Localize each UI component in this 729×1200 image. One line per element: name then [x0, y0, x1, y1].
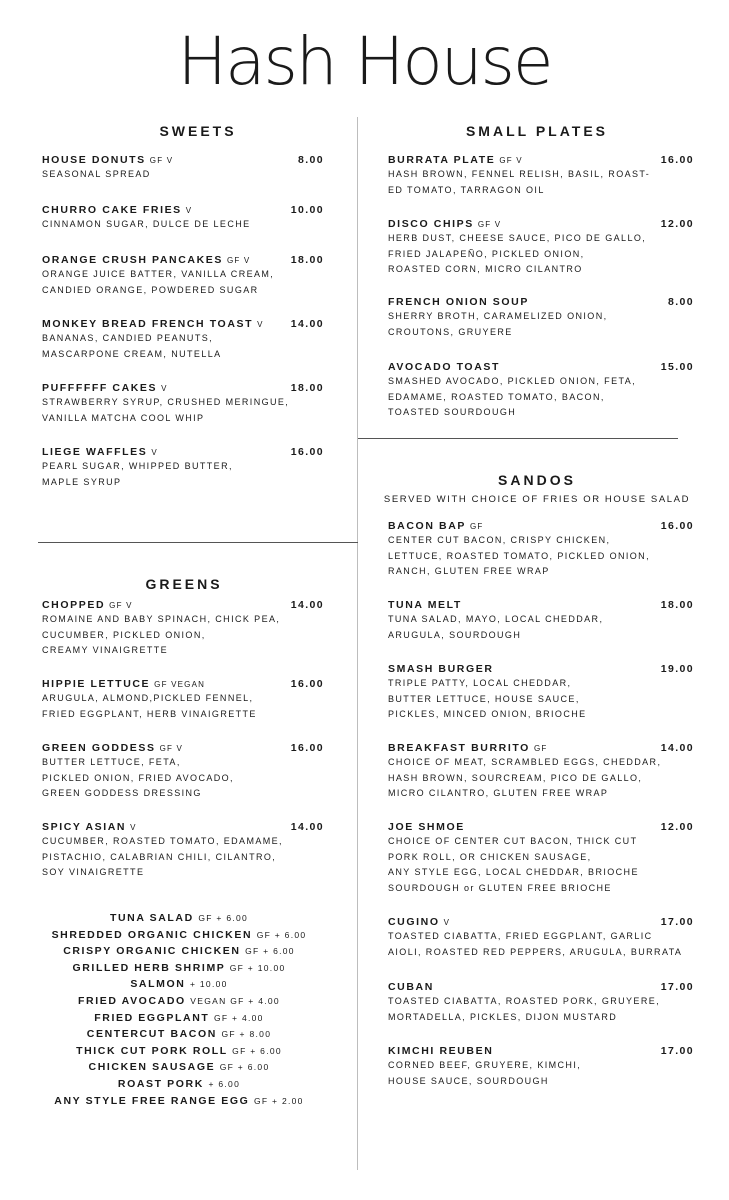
item-name [42, 382, 168, 394]
item-name [388, 520, 484, 532]
menu-item [42, 204, 324, 232]
item-price: 16.00 [660, 154, 694, 166]
addon-item [20, 1043, 338, 1060]
item-description: CINNAMON SUGAR, DULCE DE LECHE [42, 219, 251, 229]
menu-item [42, 821, 324, 880]
item-name-text: KIMCHI REUBEN [388, 1045, 494, 1057]
item-name [42, 254, 250, 266]
item-description: MORTADELLA, PICKLES, DIJON MUSTARD [388, 1011, 618, 1022]
item-name-text: BREAKFAST BURRITO [388, 742, 530, 754]
menu-item [42, 254, 324, 297]
item-name-text: SMASH BURGER [388, 663, 494, 675]
item-name [42, 678, 205, 690]
item-description: PICKLED ONION, FRIED AVOCADO, [42, 772, 234, 783]
item-tags: V [185, 206, 193, 215]
item-name [388, 218, 501, 230]
item-name-text: BURRATA PLATE [388, 154, 496, 166]
menu-item [388, 599, 694, 642]
item-description: GREEN GODDESS DRESSING [42, 788, 202, 798]
item-description: BANANAS, CANDIED PEANUTS, [42, 333, 214, 343]
section-title-small-plates: SMALL PLATES [465, 123, 609, 139]
item-tags: GF V [227, 256, 251, 265]
addon-item [20, 1076, 338, 1093]
item-name-text: GREEN GODDESS [42, 742, 156, 754]
menu-item [388, 154, 694, 197]
item-description: CREAMY VINAIGRETTE [42, 645, 169, 655]
item-name [42, 318, 264, 330]
greens-addons [20, 910, 338, 1109]
item-name [388, 599, 466, 611]
item-description: HASH BROWN, FENNEL RELISH, BASIL, ROAST- [388, 169, 651, 179]
menu-item [42, 382, 324, 425]
item-tags: GF VEGAN [154, 680, 206, 689]
item-description: ANY STYLE EGG, LOCAL CHEDDAR, BRIOCHE [388, 867, 639, 877]
menu-item [42, 742, 324, 801]
addon-item [20, 960, 338, 977]
item-description: ARUGULA, SOURDOUGH [388, 629, 522, 640]
item-price: 14.00 [290, 318, 324, 330]
addon-name: ANY STYLE FREE RANGE EGG [54, 1094, 250, 1107]
addon-price: GF + 4.00 [213, 1012, 264, 1023]
item-description: HOUSE SAUCE, SOURDOUGH [388, 1075, 549, 1086]
addon-name: CENTERCUT BACON [86, 1028, 217, 1041]
menu-item [388, 520, 694, 579]
menu-item [388, 663, 694, 722]
item-name-text: DISCO CHIPS [388, 218, 474, 230]
item-description: RANCH, GLUTEN FREE WRAP [388, 566, 550, 576]
addon-price: GF + 2.00 [253, 1095, 304, 1106]
addon-price: GF + 6.00 [245, 946, 295, 957]
item-tags: GF V [149, 156, 174, 165]
item-price: 18.00 [290, 254, 324, 266]
menu-item [388, 981, 694, 1024]
item-price: 14.00 [660, 742, 694, 754]
addon-name: SHREDDED ORGANIC CHICKEN [51, 928, 253, 941]
item-description: EDAMAME, ROASTED TOMATO, BACON, [388, 391, 605, 402]
menu-item [388, 1045, 694, 1088]
item-name-text: CUGINO [388, 916, 440, 928]
item-description: VANILLA MATCHA COOL WHIP [42, 412, 205, 423]
item-description: TRIPLE PATTY, LOCAL CHEDDAR, [388, 678, 572, 688]
addon-name: CRISPY ORGANIC CHICKEN [63, 945, 241, 958]
item-name [42, 599, 133, 611]
menu-item [388, 218, 694, 277]
addon-item [20, 1093, 338, 1110]
addon-item [20, 1026, 338, 1043]
item-price: 18.00 [290, 382, 324, 394]
item-name-text: FRENCH ONION SOUP [388, 296, 529, 308]
menu-item [42, 678, 324, 721]
item-tags: V [151, 448, 158, 457]
addon-item [20, 993, 338, 1010]
item-tags: V [130, 823, 137, 832]
item-tags: V [257, 320, 264, 329]
addon-name: SALMON [130, 978, 186, 991]
addon-price: GF + 6.00 [256, 929, 307, 940]
item-price: 19.00 [660, 663, 694, 675]
item-price: 10.00 [290, 204, 324, 216]
item-price: 16.00 [660, 520, 694, 532]
item-description: PEARL SUGAR, WHIPPED BUTTER, [42, 461, 233, 471]
item-description: SOURDOUGH or GLUTEN FREE BRIOCHE [388, 882, 612, 893]
item-description: HASH BROWN, SOURCREAM, PICO DE GALLO, [388, 772, 643, 783]
item-name-text: ORANGE CRUSH PANCAKES [42, 254, 223, 266]
item-description: CANDIED ORANGE, POWDERED SUGAR [42, 284, 259, 295]
addon-name: CHICKEN SAUSAGE [88, 1061, 216, 1074]
item-name-text: PUFFFFFF CAKES [42, 382, 158, 394]
item-tags: GF V [109, 601, 133, 610]
addon-item [20, 976, 338, 993]
item-description: TOASTED SOURDOUGH [388, 407, 517, 417]
item-description: SEASONAL SPREAD [42, 169, 151, 179]
item-description: ORANGE JUICE BATTER, VANILLA CREAM, [42, 269, 275, 279]
item-tags: GF V [477, 220, 502, 229]
item-description: MICRO CILANTRO, GLUTEN FREE WRAP [388, 788, 609, 798]
item-description: CHOICE OF MEAT, SCRAMBLED EGGS, CHEDDAR, [388, 757, 662, 767]
item-description: CUCUMBER, PICKLED ONION, [42, 629, 206, 640]
item-price: 17.00 [660, 916, 694, 928]
item-description: AIOLI, ROASTED RED PEPPERS, ARUGULA, BURRATA [388, 946, 683, 957]
item-name-text: TUNA MELT [388, 599, 462, 611]
item-name [42, 742, 183, 754]
item-name [388, 1045, 497, 1057]
item-name [42, 446, 158, 458]
item-name [42, 154, 173, 166]
item-price: 12.00 [660, 821, 694, 833]
item-name [42, 821, 137, 833]
item-description: LETTUCE, ROASTED TOMATO, PICKLED ONION, [388, 550, 650, 561]
item-name [388, 296, 533, 308]
addon-price: GF + 6.00 [219, 1062, 270, 1073]
item-description: MAPLE SYRUP [42, 476, 122, 487]
item-price: 14.00 [290, 821, 324, 833]
item-tags: GF V [499, 156, 523, 165]
item-tags: GF [533, 744, 548, 753]
addon-price: + 10.00 [189, 979, 228, 990]
item-price: 18.00 [660, 599, 694, 611]
item-name [388, 742, 547, 754]
addon-price: GF + 6.00 [232, 1045, 282, 1056]
item-description: BUTTER LETTUCE, HOUSE SAUCE, [388, 693, 580, 704]
item-price: 15.00 [660, 361, 694, 373]
section-title-greens: GREENS [145, 576, 223, 592]
item-name-text: LIEGE WAFFLES [42, 446, 148, 458]
menu-item [388, 296, 694, 339]
item-name [388, 981, 438, 993]
menu-item [42, 154, 324, 182]
item-description: FRIED EGGPLANT, HERB VINAIGRETTE [42, 708, 257, 719]
item-price: 17.00 [660, 981, 694, 993]
item-description: ED TOMATO, TARRAGON OIL [388, 184, 545, 195]
item-description: CENTER CUT BACON, CRISPY CHICKEN, [388, 535, 611, 545]
item-name-text: CUBAN [388, 981, 434, 993]
item-tags: V [161, 384, 168, 393]
item-description: FRIED JALAPEÑO, PICKLED ONION, [388, 248, 585, 259]
item-price: 17.00 [660, 1045, 694, 1057]
item-name-text: CHOPPED [42, 599, 106, 611]
addon-name: FRIED EGGPLANT [94, 1011, 210, 1024]
item-price: 16.00 [290, 742, 324, 754]
addon-item [20, 943, 338, 960]
item-description: PICKLES, MINCED ONION, BRIOCHE [388, 709, 587, 719]
item-price: 16.00 [290, 678, 324, 690]
item-description: SOY VINAIGRETTE [42, 867, 145, 877]
item-description: SHERRY BROTH, CARAMELIZED ONION, [388, 311, 608, 321]
column-divider [357, 117, 358, 1170]
addon-name: ROAST PORK [117, 1077, 204, 1090]
menu-item [42, 599, 324, 658]
addon-name: GRILLED HERB SHRIMP [72, 961, 226, 974]
item-name [388, 916, 450, 928]
item-name-text: MONKEY BREAD FRENCH TOAST [42, 318, 254, 330]
addon-item [20, 927, 338, 944]
section-title-sweets: SWEETS [159, 123, 237, 139]
addon-name: FRIED AVOCADO [78, 994, 186, 1007]
item-name [388, 821, 469, 833]
item-tags: V [443, 918, 451, 927]
item-description: ARUGULA, ALMOND,PICKLED FENNEL, [42, 693, 254, 703]
item-description: TOASTED CIABATTA, ROASTED PORK, GRUYERE, [388, 996, 661, 1006]
item-description: MASCARPONE CREAM, NUTELLA [42, 348, 222, 359]
item-name-text: HOUSE DONUTS [42, 154, 146, 166]
menu-item [42, 446, 324, 489]
item-description: TOASTED CIABATTA, FRIED EGGPLANT, GARLIC [388, 931, 653, 941]
menu-item [42, 318, 324, 361]
item-name [388, 663, 498, 675]
addon-item [20, 1010, 338, 1027]
item-name [388, 361, 504, 373]
item-price: 16.00 [290, 446, 324, 458]
item-description: PORK ROLL, OR CHICKEN SAUSAGE, [388, 851, 592, 862]
item-description: ROASTED CORN, MICRO CILANTRO [388, 264, 583, 274]
item-description: CUCUMBER, ROASTED TOMATO, EDAMAME, [42, 836, 283, 846]
sandos-note: SERVED WITH CHOICE OF FRIES OR HOUSE SALAD [383, 494, 691, 505]
addon-name: THICK CUT PORK ROLL [76, 1044, 228, 1057]
addon-price: GF + 10.00 [229, 962, 286, 973]
addon-price: GF + 6.00 [198, 913, 249, 923]
item-name-text: BACON BAP [388, 520, 466, 532]
item-name-text: AVOCADO TOAST [388, 361, 500, 373]
restaurant-title: Hash House [177, 23, 552, 100]
menu-item [388, 916, 694, 959]
item-name-text: SPICY ASIAN [42, 821, 127, 833]
item-description: CORNED BEEF, GRUYERE, KIMCHI, [388, 1060, 582, 1070]
section-title-sandos: SANDOS [498, 472, 576, 488]
item-price: 14.00 [290, 599, 324, 611]
addon-item [20, 1059, 338, 1076]
addon-price: + 6.00 [208, 1078, 241, 1089]
menu-item [388, 821, 694, 895]
item-description: CHOICE OF CENTER CUT BACON, THICK CUT [388, 836, 638, 846]
item-description: ROMAINE AND BABY SPINACH, CHICK PEA, [42, 614, 281, 624]
item-description: SMASHED AVOCADO, PICKLED ONION, FETA, [388, 376, 637, 386]
item-price: 12.00 [660, 218, 694, 230]
divider-smallplates-sandos [358, 438, 678, 439]
item-description: STRAWBERRY SYRUP, CRUSHED MERINGUE, [42, 397, 290, 407]
item-description: PISTACHIO, CALABRIAN CHILI, CILANTRO, [42, 851, 277, 862]
menu-item [388, 361, 694, 420]
item-price: 8.00 [667, 296, 694, 308]
item-name [388, 154, 523, 166]
addon-price: GF + 8.00 [221, 1029, 272, 1040]
addon-name: TUNA SALAD [109, 912, 194, 924]
item-description: TUNA SALAD, MAYO, LOCAL CHEDDAR, [388, 614, 604, 624]
divider-sweets-greens [38, 542, 358, 543]
item-description: CROUTONS, GRUYERE [388, 326, 513, 337]
item-name-text: CHURRO CAKE FRIES [42, 204, 182, 216]
menu-item [388, 742, 694, 801]
addon-item [20, 910, 338, 927]
item-tags: GF V [159, 744, 184, 753]
item-price: 8.00 [297, 154, 324, 166]
item-name [42, 204, 192, 216]
item-tags: GF [470, 522, 484, 531]
item-description: BUTTER LETTUCE, FETA, [42, 757, 181, 767]
item-description: HERB DUST, CHEESE SAUCE, PICO DE GALLO, [388, 233, 647, 243]
item-name-text: HIPPIE LETTUCE [42, 678, 151, 690]
item-name-text: JOE SHMOE [388, 821, 465, 833]
addon-price: VEGAN GF + 4.00 [190, 995, 280, 1006]
